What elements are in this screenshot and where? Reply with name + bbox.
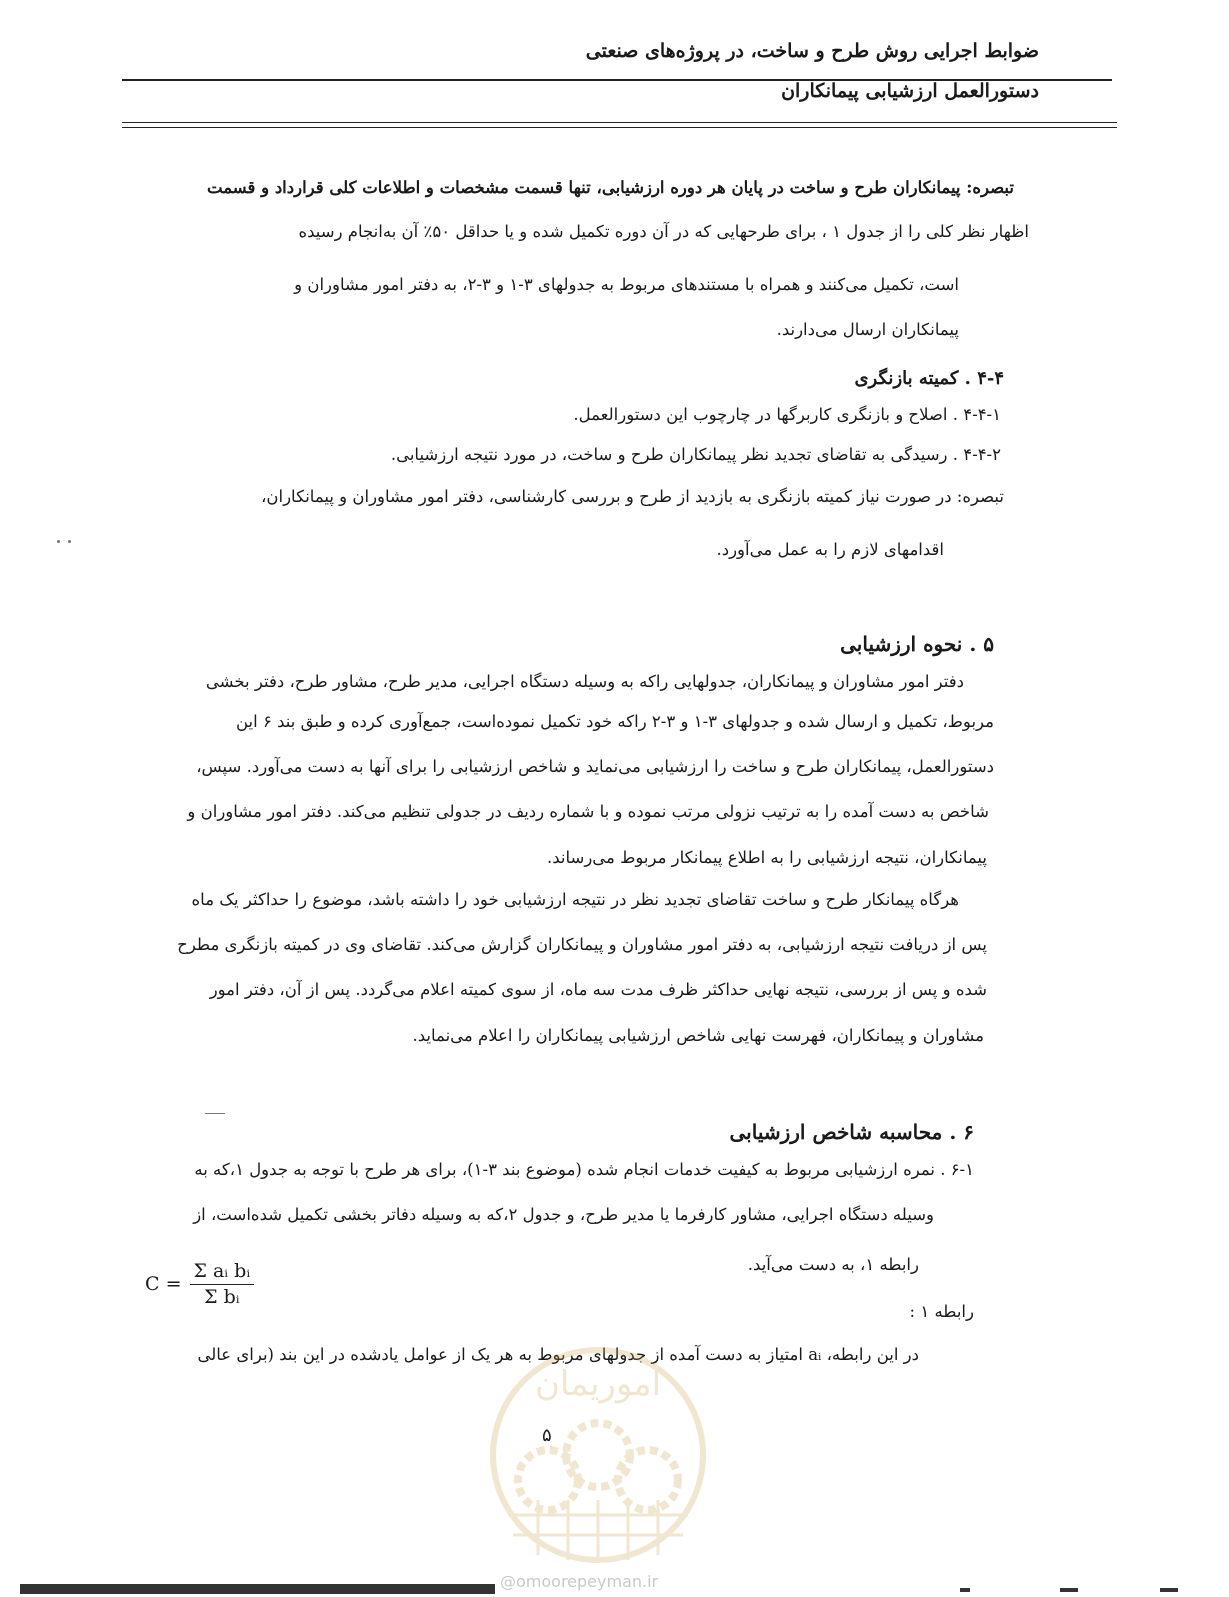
section-4-4-item-2: ۴-۴-۲ . رسیدگی به تقاضای تجدید نظر پیمانکاران طرح و ساخت، در مورد نتیجه ارزشیابی.: [390, 445, 1001, 464]
formula-relation-1: [145, 1260, 254, 1308]
note1-line-1: تبصره: پیمانکاران طرح و ساخت در پایان هر دوره ارزشیابی، تنها قسمت مشخصات و اطلاعات کلی قرارداد و قسمت: [207, 178, 1014, 197]
page-number: ۵: [542, 1425, 552, 1446]
section-4-4-item-1: ۴-۴-۱ . اصلاح و بازنگری کاربرگها در چارچوب این دستورالعمل.: [573, 405, 1001, 424]
scan-dot-2: [68, 540, 71, 543]
section-6-item-1-continuation: در این رابطه، aᵢ امتیاز به دست آمده از جدولهای مربوط به هر یک از عوامل یادشده در این بند (برای عالی: [197, 1345, 919, 1364]
formula-fraction: [190, 1260, 255, 1308]
note1-line-2: اظهار نظر کلی را از جدول ۱ ، برای طرحهایی که در آن دوره تکمیل شده و یا حداقل ۵۰٪ آن به‌انجام رسیده: [298, 222, 1029, 241]
note1-line-3: است، تکمیل می‌کنند و همراه با مستندهای مربوط به جدولهای ۳-۱ و ۳-۲، به دفتر امور مشاوران و: [294, 275, 959, 294]
section-6-item-1-line-2: وسیله دستگاه اجرایی، مشاور کارفرما یا مدیر طرح، و جدول ۲،که به وسیله دفاتر بخشی تکمیل شده‌است، از: [193, 1205, 934, 1224]
watermark-logo: [478, 1340, 718, 1570]
scan-edge-mark-2: [1060, 1588, 1078, 1592]
header-rule-1: [122, 122, 1117, 123]
section-5-para-2-line-2: پس از دریافت نتیجه ارزشیابی، به دفتر امور مشاوران و پیمانکاران گزارش می‌کند. تقاضای وی در کمیته بازنگری مطرح: [177, 935, 987, 954]
header-rule-2: [122, 127, 1117, 128]
section-6-item-1-line-3: رابطه ۱، به دست می‌آید.: [747, 1255, 919, 1274]
section-5-para-1-line-2: مربوط، تکمیل و ارسال شده و جدولهای ۳-۱ و ۳-۲ را‌که خود تکمیل نموده‌است، جمع‌آوری کرده و طبق بند ۶ این: [236, 712, 994, 731]
section-5-para-1-line-3: دستورالعمل، پیمانکاران طرح و ساخت را ارزشیابی می‌نماید و شاخص ارزشیابی را برای آنها به دست می‌آورد. سپس،: [196, 757, 994, 776]
scan-edge-bar-left: [20, 1584, 495, 1594]
section-5-heading: ۵ . نحوه ارزشیابی: [840, 632, 994, 656]
section-6-item-1-line-1: ۶-۱ . نمره ارزشیابی مربوط به کیفیت خدمات انجام شده (موضوع بند ۳-۱)، برای هر طرح با توجه به جدول ۱،که به: [194, 1160, 974, 1179]
scan-dot-1: [57, 540, 60, 543]
scan-edge-mark-3: [1160, 1588, 1178, 1592]
section-5-para-1-line-5: پیمانکاران، نتیجه ارزشیابی را به اطلاع پیمانکار مربوط می‌رساند.: [546, 848, 987, 867]
scan-mark-1: [205, 1113, 225, 1114]
watermark-text: اموریمان: [534, 1364, 662, 1404]
watermark-site: @omoorepeyman.ir: [500, 1572, 659, 1591]
formula-lhs: C =: [145, 1273, 182, 1295]
formula-numerator: Σ aᵢ bᵢ: [190, 1260, 255, 1285]
header-rule-top: [122, 79, 1112, 81]
section-5-para-1-line-4: شاخص به دست آمده را به ترتیب نزولی مرتب نموده و با شماره ردیف در جدولی تنظیم می‌کند. دفتر امور مشاوران و: [187, 802, 989, 821]
section-5-para-2-line-1: هرگاه پیمانکار طرح و ساخت تقاضای تجدید نظر در نتیجه ارزشیابی خود را داشته باشد، موضوع را حداکثر یک ماه: [191, 890, 959, 909]
section-4-4-heading: ۴-۴ . کمیته بازنگری: [854, 368, 1004, 389]
section-5-para-2-line-3: شده و پس از بررسی، نتیجه نهایی حداکثر ظرف مدت سه ماه، از سوی کمیته اعلام می‌گردد. پس از آن، دفتر امور: [209, 980, 987, 999]
section-5-para-2-line-4: مشاوران و پیمانکاران، فهرست نهایی شاخص ارزشیابی پیمانکاران را اعلام می‌نماید.: [412, 1026, 984, 1045]
formula-denominator: Σ bᵢ: [204, 1286, 240, 1308]
section-4-4-note-line-2: اقدامهای لازم را به عمل می‌آورد.: [716, 540, 944, 559]
relation-label: رابطه ۱ :: [909, 1302, 974, 1321]
scan-edge-mark-1: [960, 1588, 970, 1592]
document-title: ضوابط اجرایی روش طرح و ساخت، در پروژه‌های صنعتی: [585, 40, 1039, 62]
section-5-para-1-line-1: دفتر امور مشاوران و پیمانکاران، جدولهایی را‌که به وسیله دستگاه اجرایی، مدیر طرح، مشاور طرح، دفتر بخشی: [205, 672, 964, 691]
section-4-4-note-line-1: تبصره: در صورت نیاز کمیته بازنگری به بازدید از طرح و بررسی کارشناسی، دفتر امور مشاوران و پیمانکاران،: [261, 487, 1004, 506]
note1-line-4: پیمانکاران ارسال می‌دارند.: [776, 320, 959, 339]
section-6-heading: ۶ . محاسبه شاخص ارزشیابی: [729, 1120, 974, 1144]
document-subtitle: دستورالعمل ارزشیابی پیمانکاران: [781, 80, 1039, 102]
